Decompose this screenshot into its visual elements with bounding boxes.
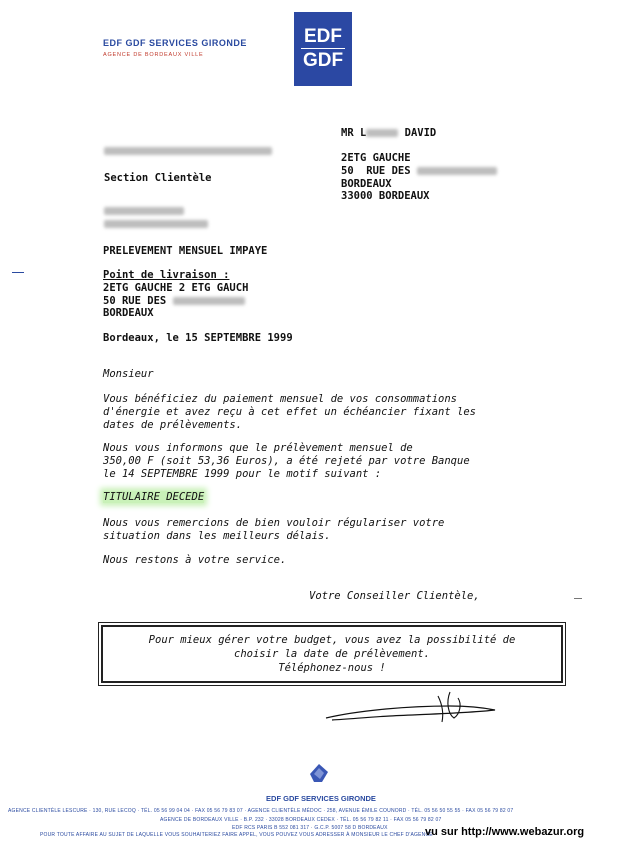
logo-gdf-text: GDF bbox=[302, 50, 344, 71]
signature bbox=[320, 688, 510, 728]
paragraph-3: Nous vous remercions de bien vouloir régulariser votre situation dans les meilleurs délais. bbox=[103, 517, 445, 542]
closing: Votre Conseiller Clientèle, bbox=[309, 590, 480, 602]
header-organization: EDF GDF SERVICES GIRONDE bbox=[103, 38, 247, 48]
recipient-line1: 2ETG GAUCHE bbox=[341, 152, 411, 164]
sender-section: Section Clientèle bbox=[104, 172, 212, 184]
recipient-line3: BORDEAUX bbox=[341, 178, 392, 190]
notice-line3: Téléphonez-nous ! bbox=[278, 662, 386, 674]
notice-line2: choisir la date de prélèvement. bbox=[234, 648, 430, 660]
notice-box bbox=[101, 625, 563, 683]
paragraph-2: Nous vous informons que le prélèvement mensuel de 350,00 F (soit 53,36 Euros), a été rejeté par votre Banque le 14 SEPTEMBRE 1999 pour le motif suivant : bbox=[103, 442, 470, 480]
footer-line1: AGENCE CLIENTÈLE LESCURE · 130, RUE LECOQ · TÉL. 05 56 99 04 04 · FAX 05 56 79 83 07 · AGENCE CLIENTÈLE MÉDOC · 258, AVENUE ÉMILE COUNORD · TÉL. 05 56 50 55 55 · FAX 05 56 79 82 07 bbox=[8, 808, 514, 814]
margin-dash bbox=[574, 598, 582, 599]
source-watermark: vu sur http://www.webazur.org bbox=[425, 826, 585, 838]
recipient-line4: 33000 BORDEAUX bbox=[341, 190, 430, 202]
delivery-line1: 2ETG GAUCHE 2 ETG GAUCH bbox=[103, 282, 249, 294]
delivery-line2: 50 RUE DES bbox=[103, 295, 245, 308]
recipient-name: MR L DAVID bbox=[341, 127, 437, 139]
rejection-reason bbox=[103, 491, 204, 504]
redacted-reference bbox=[104, 140, 272, 159]
reason-highlight: TITULAIRE DECEDE bbox=[103, 491, 205, 503]
letter-subject: PRELEVEMENT MENSUEL IMPAYE bbox=[103, 245, 268, 257]
paragraph-4: Nous restons à votre service. bbox=[103, 554, 287, 566]
delivery-line3: BORDEAUX bbox=[103, 307, 154, 319]
notice-line1: Pour mieux gérer votre budget, vous avez la possibilité de bbox=[148, 634, 516, 646]
fold-mark bbox=[12, 272, 24, 273]
logo-edf-text: EDF bbox=[304, 26, 342, 47]
redacted-advisor-phone bbox=[104, 213, 208, 232]
footer-line3: EDF RCS PARIS B 552 081 317 · G.C.P. 5007 58 D BORDEAUX bbox=[232, 825, 388, 831]
footer-emblem-icon bbox=[306, 760, 332, 786]
footer-organization: EDF GDF SERVICES GIRONDE bbox=[266, 794, 376, 803]
salutation: Monsieur bbox=[103, 368, 154, 380]
paragraph-1: Vous bénéficiez du paiement mensuel de vos consommations d'énergie et avez reçu à cet effet un échéancier fixant les dates de prélèvements. bbox=[103, 393, 476, 431]
letter-date: Bordeaux, le 15 SEPTEMBRE 1999 bbox=[103, 332, 293, 344]
footer-line2: AGENCE DE BORDEAUX VILLE · B.P. 232 · 33028 BORDEAUX CEDEX · TÉL. 05 56 79 82 11 · FAX 05 56 79 82 07 bbox=[160, 817, 442, 823]
edf-gdf-logo bbox=[294, 12, 352, 86]
header-agency: AGENCE DE BORDEAUX VILLE bbox=[103, 52, 204, 58]
recipient-line2: 50 RUE DES bbox=[341, 165, 497, 178]
footer-line4: POUR TOUTE AFFAIRE AU SUJET DE LAQUELLE VOUS SOUHAITERIEZ FAIRE APPEL, VOUS POUVEZ VOUS ADRESSER À MONSIEUR LE CHEF D'AGENCE bbox=[40, 832, 433, 838]
delivery-label: Point de livraison : bbox=[103, 269, 230, 281]
